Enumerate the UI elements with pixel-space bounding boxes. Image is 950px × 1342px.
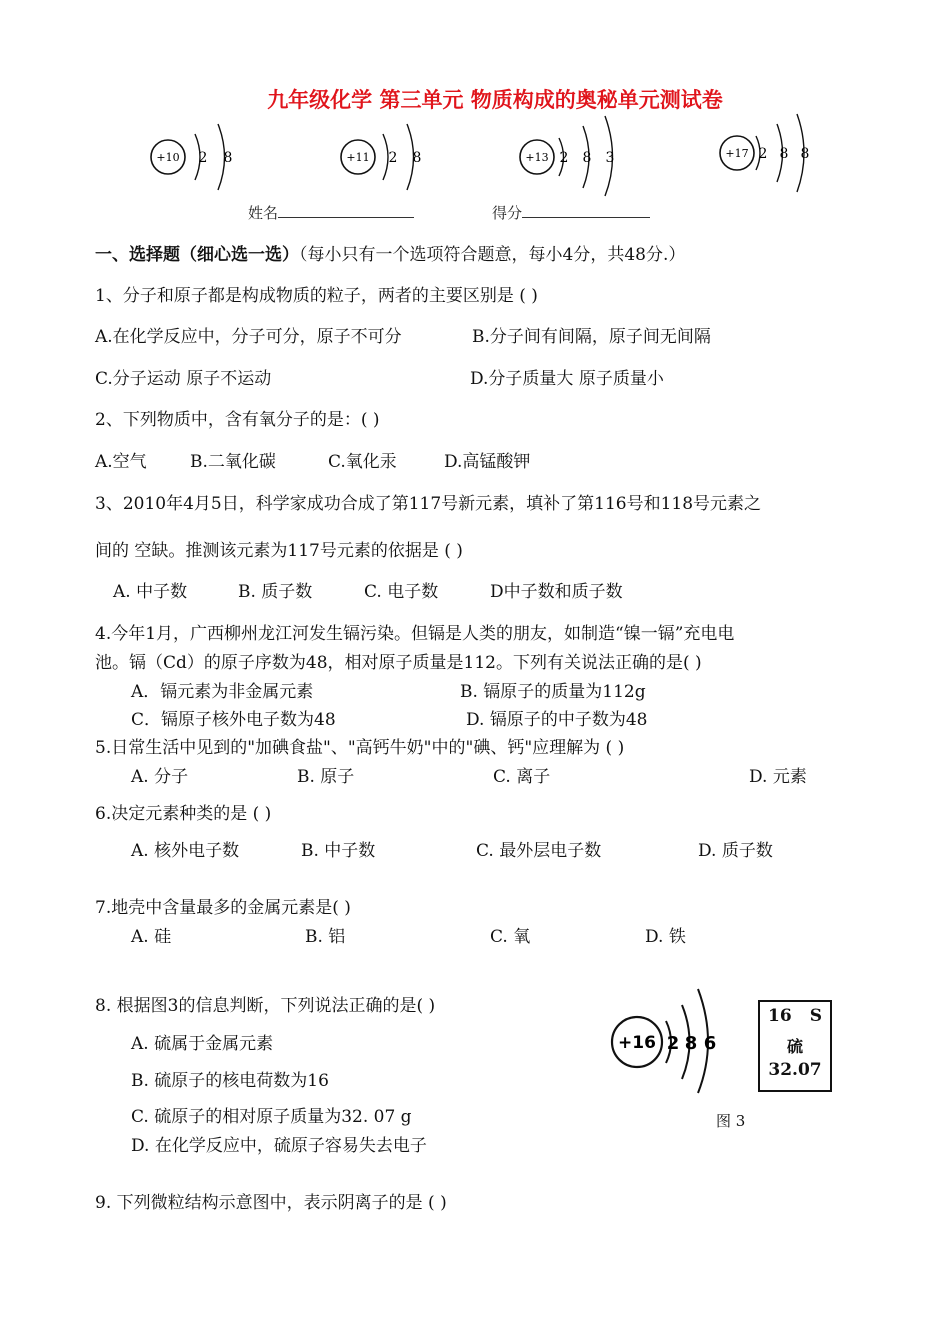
q8-option-d[interactable]: D. 在化学反应中，硫原子容易失去电子	[131, 1136, 427, 1156]
q3-option-a[interactable]: A. 中子数	[113, 582, 188, 602]
q4-option-c[interactable]: C．镉原子核外电子数为48	[131, 710, 336, 730]
q5-option-d[interactable]: D. 元素	[749, 767, 807, 787]
svg-text:6: 6	[703, 1033, 717, 1054]
q1-option-b[interactable]: B.分子间有间隔，原子间无间隔	[472, 327, 711, 347]
name-blank[interactable]	[278, 201, 414, 218]
q1-option-d[interactable]: D.分子质量大 原子质量小	[470, 369, 664, 389]
q8-option-c[interactable]: C. 硫原子的相对原子质量为32. 07 g	[131, 1107, 412, 1127]
q2-option-c[interactable]: C.氧化汞	[328, 452, 397, 472]
svg-text:8: 8	[223, 150, 233, 166]
element-cell-sulfur	[758, 1000, 832, 1092]
q6-option-a[interactable]: A. 核外电子数	[131, 841, 240, 861]
svg-text:2: 2	[666, 1033, 680, 1054]
q2-option-b[interactable]: B.二氧化碳	[190, 452, 276, 472]
svg-text:+11: +11	[346, 151, 370, 164]
page-title: 九年级化学 第三单元 物质构成的奥秘单元测试卷	[267, 88, 723, 112]
svg-text:8: 8	[800, 146, 810, 162]
section-title: 一、选择题（细心选一选）	[95, 245, 299, 265]
figure3-caption: 图 3	[716, 1112, 746, 1130]
q3-option-b[interactable]: B. 质子数	[238, 582, 313, 602]
svg-text:+13: +13	[525, 151, 549, 164]
q2-option-d[interactable]: D.高锰酸钾	[444, 452, 531, 472]
question-8: 8. 根据图3的信息判断，下列说法正确的是( )	[95, 996, 436, 1016]
q5-option-c[interactable]: C. 离子	[493, 767, 551, 787]
svg-text:8: 8	[684, 1033, 698, 1054]
q6-option-b[interactable]: B. 中子数	[301, 841, 376, 861]
q5-option-b[interactable]: B. 原子	[297, 767, 355, 787]
element-name: 硫	[786, 1037, 803, 1056]
section-note: （每小只有一个选项符合题意，每小4分，共48分.）	[299, 245, 686, 265]
question-2: 2、下列物质中，含有氧分子的是：( )	[95, 410, 380, 430]
atom-diagram-neon	[145, 118, 255, 196]
q6-option-d[interactable]: D. 质子数	[698, 841, 773, 861]
question-7: 7.地壳中含量最多的金属元素是( )	[95, 898, 351, 918]
q1-option-a[interactable]: A.在化学反应中，分子可分，原子不可分	[95, 327, 402, 347]
atomic-mass: 32.07	[768, 1060, 822, 1080]
figure3-sulfur-atom-diagram	[600, 985, 730, 1095]
question-1: 1、分子和原子都是构成物质的粒子，两者的主要区别是 ( )	[95, 286, 538, 306]
question-4-line-1: 4.今年1月，广西柳州龙江河发生镉污染。但镉是人类的朋友，如制造“镍一镉”充电电	[95, 624, 735, 644]
question-3-line-1: 3、2010年4月5日，科学家成功合成了第117号新元素，填补了第116号和118号元素之	[95, 494, 762, 514]
score-label: 得分	[492, 204, 523, 222]
q1-option-c[interactable]: C.分子运动 原子不运动	[95, 369, 272, 389]
svg-text:8: 8	[582, 150, 592, 166]
q7-option-a[interactable]: A. 硅	[131, 927, 172, 947]
q2-option-a[interactable]: A.空气	[95, 452, 147, 472]
svg-text:2: 2	[758, 146, 768, 162]
question-4-line-2: 池。镉（Cd）的原子序数为48，相对原子质量是112。下列有关说法正确的是( )	[95, 653, 702, 673]
question-9: 9. 下列微粒结构示意图中，表示阴离子的是 ( )	[95, 1193, 447, 1213]
name-label: 姓名	[248, 204, 279, 222]
svg-text:+17: +17	[725, 147, 749, 160]
q8-option-a[interactable]: A. 硫属于金属元素	[131, 1034, 274, 1054]
element-symbol: S	[809, 1006, 822, 1026]
q4-option-a[interactable]: A．镉元素为非金属元素	[131, 682, 314, 702]
question-3-line-2: 间的 空缺。推测该元素为117号元素的依据是 ( )	[95, 541, 463, 561]
atom-diagram-chlorine	[715, 110, 825, 194]
svg-text:2: 2	[198, 150, 208, 166]
q8-option-b[interactable]: B. 硫原子的核电荷数为16	[131, 1071, 329, 1091]
svg-text:8: 8	[779, 146, 789, 162]
score-field[interactable]	[492, 201, 650, 223]
q5-option-a[interactable]: A. 分子	[131, 767, 189, 787]
nucleus-charge: +10	[156, 151, 180, 164]
score-blank[interactable]	[522, 201, 650, 218]
q6-option-c[interactable]: C. 最外层电子数	[476, 841, 602, 861]
section-heading	[95, 240, 685, 265]
svg-text:8: 8	[412, 150, 422, 166]
atom-diagram-aluminium	[515, 112, 645, 198]
svg-text:2: 2	[388, 150, 398, 166]
q7-option-d[interactable]: D. 铁	[645, 927, 686, 947]
q7-option-c[interactable]: C. 氧	[490, 927, 531, 947]
q4-option-b[interactable]: B. 镉原子的质量为112g	[460, 682, 646, 702]
atom-diagram-sodium	[335, 118, 445, 196]
name-field[interactable]	[248, 201, 414, 223]
q4-option-d[interactable]: D. 镉原子的中子数为48	[466, 710, 648, 730]
q3-option-c[interactable]: C. 电子数	[364, 582, 439, 602]
q7-option-b[interactable]: B. 铝	[305, 927, 346, 947]
question-6: 6.决定元素种类的是 ( )	[95, 804, 272, 824]
sulfur-nucleus-charge: +16	[618, 1033, 656, 1053]
question-5: 5.日常生活中见到的"加碘食盐"、"高钙牛奶"中的"碘、钙"应理解为 ( )	[95, 738, 625, 758]
svg-text:2: 2	[559, 150, 569, 166]
q3-option-d[interactable]: D中子数和质子数	[490, 582, 623, 602]
atomic-number: 16	[768, 1006, 792, 1026]
svg-text:3: 3	[605, 150, 615, 166]
